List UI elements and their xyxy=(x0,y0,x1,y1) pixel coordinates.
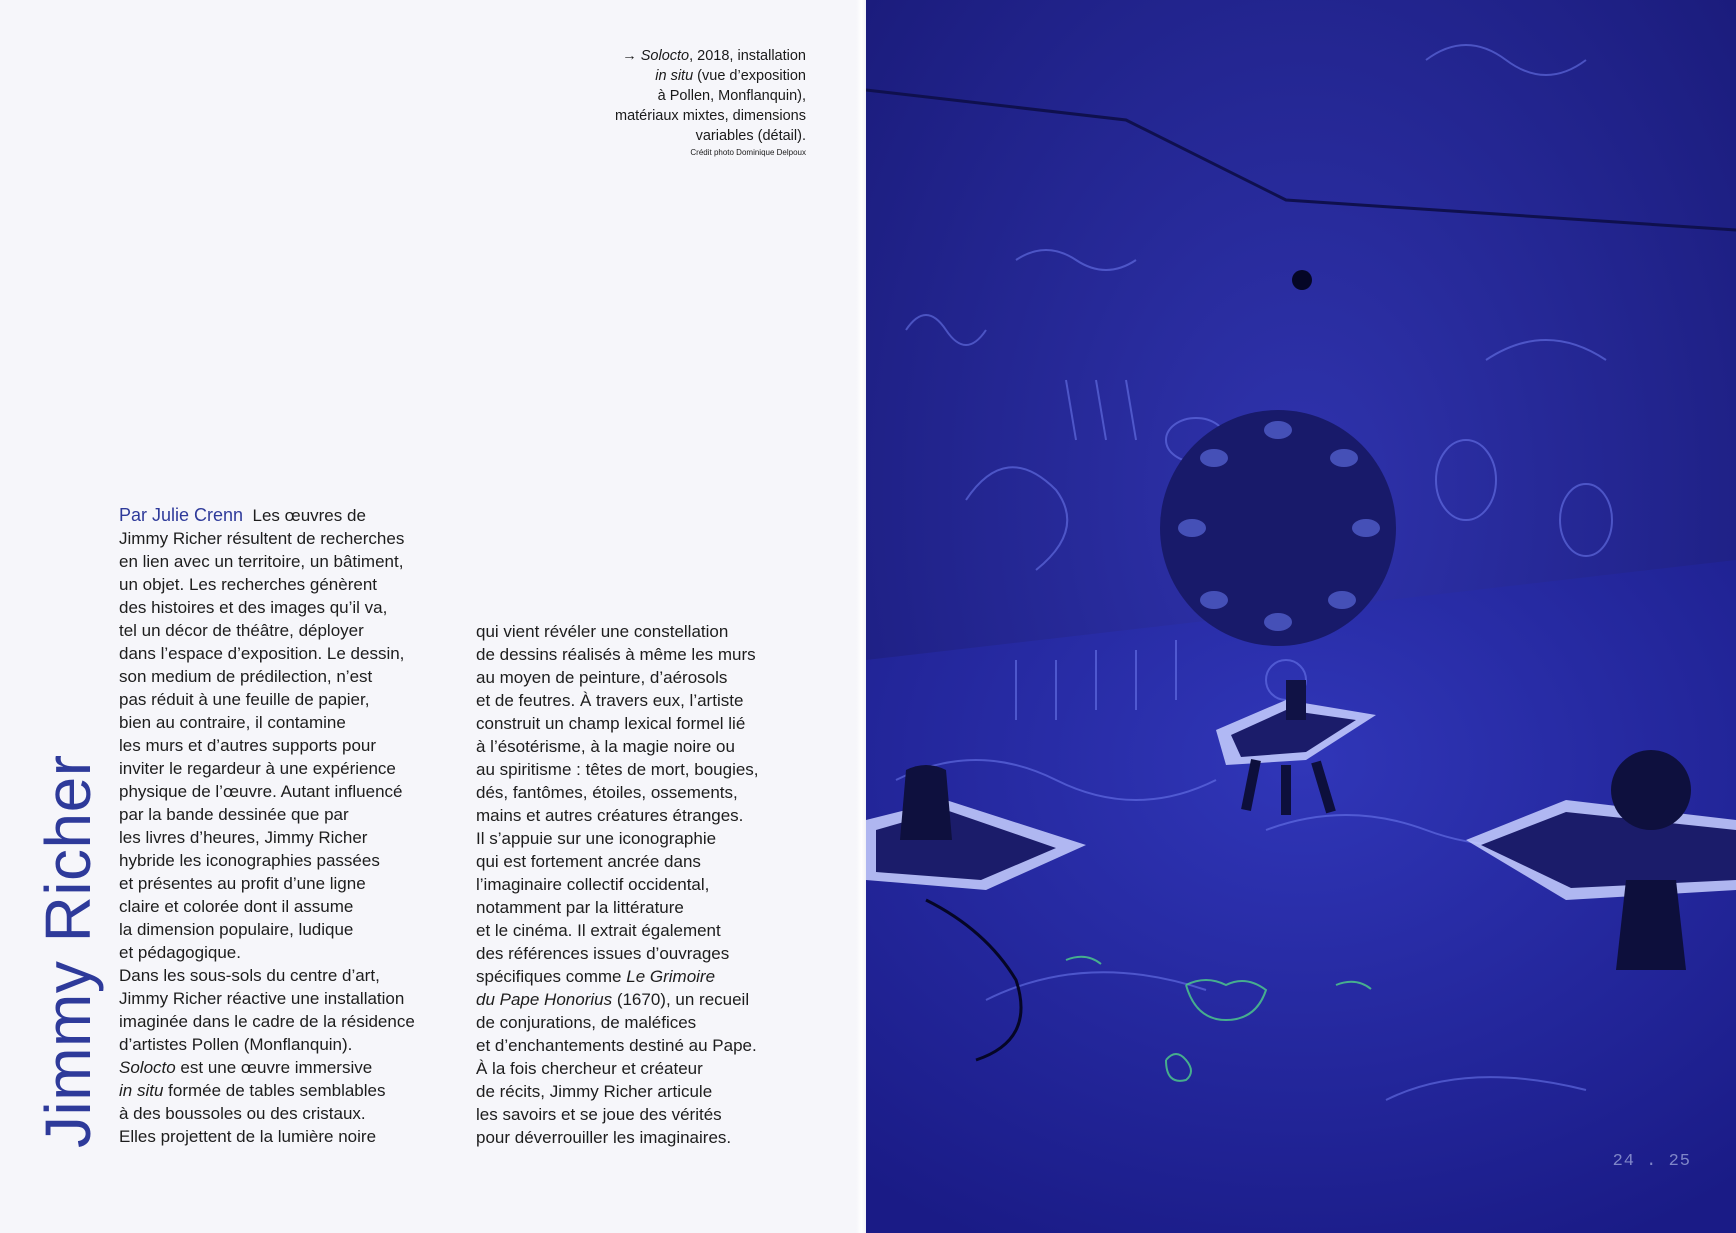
text-line: les livres d’heures, Jimmy Richer xyxy=(119,828,368,847)
caption-arrow: → xyxy=(622,48,637,64)
text-line: Elles projettent de la lumière noire xyxy=(119,1127,377,1146)
text-line: Dans les sous-sols du centre d’art, xyxy=(119,966,380,985)
text-line: la dimension populaire, ludique xyxy=(119,920,354,939)
text-line: bien au contraire, il contamine xyxy=(119,713,346,732)
text-line: par la bande dessinée que par xyxy=(119,805,349,824)
text-line: des références issues d’ouvrages xyxy=(476,944,730,963)
text-line: dés, fantômes, étoiles, ossements, xyxy=(476,783,738,802)
text-line: l’imaginaire collectif occidental, xyxy=(476,875,710,894)
text-line: au spiritisme : têtes de mort, bougies, xyxy=(476,760,759,779)
text-line: et pédagogique. xyxy=(119,943,241,962)
text-line: mains et autres créatures étranges. xyxy=(476,806,744,825)
text-line: Il s’appuie sur une iconographie xyxy=(476,829,717,848)
text-line: et de feutres. À travers eux, l’artiste xyxy=(476,691,744,710)
text-line: de dessins réalisés à même les murs xyxy=(476,645,756,664)
text-line: au moyen de peinture, d’aérosols xyxy=(476,668,728,687)
text-line: et d’enchantements destiné au Pape. xyxy=(476,1036,757,1055)
text-line: notamment par la littérature xyxy=(476,898,684,917)
text-line: qui vient révéler une constellation xyxy=(476,622,729,641)
text-line: en lien avec un territoire, un bâtiment, xyxy=(119,552,404,571)
text-line: hybride les iconographies passées xyxy=(119,851,380,870)
text-line: pour déverrouiller les imaginaires. xyxy=(476,1128,732,1147)
text-line: À la fois chercheur et créateur xyxy=(476,1059,703,1078)
right-page xyxy=(866,0,1736,1233)
photo-caption: → Solocto, 2018, installation in situ (vue d’exposition à Pollen, Monflanquin), matériaux mixtes, dimensions variables (détail). Crédit photo Dominique Delpoux xyxy=(560,46,806,159)
photo-credit: Crédit photo Dominique Delpoux xyxy=(690,148,806,157)
text-line: Jimmy Richer résultent de recherches xyxy=(119,529,405,548)
text-line: d’artistes Pollen (Monflanquin). xyxy=(119,1035,353,1054)
installation-photo xyxy=(866,0,1736,1233)
text-line: de conjurations, de maléfices xyxy=(476,1013,697,1032)
text-line: claire et colorée dont il assume xyxy=(119,897,354,916)
text-column-1: Par Julie Crenn Les œuvres de Jimmy Richer résultent de recherches en lien avec un territoire, un bâtiment, un objet. Les recherches génèrent des histoires et des images qu’il va, tel un décor de théâtre, déployer dans l’espace d’exposition. Le dessin, son medium de prédilection, n’est pas réduit à une feuille de papier, bien au contraire, il contamine les murs et d’autres supports pour inviter le regardeur à une expérience physique de l’œuvre. Autant influencé par la bande dessinée que par les livres d’heures, Jimmy Richer hybride les iconographies passées et présentes au profit d’une ligne claire et colorée dont il assume la dimension populaire, ludique et pédagogique. Dans les sous-sols du centre d’art, Jimmy Richer réactive une installation imaginée dans le cadre de la résidence d’artistes Pollen (Monflanquin). Solocto est une œuvre immersive in situ formée de tables semblables à des boussoles ou des cristaux. Elles projettent de la lumière noire xyxy=(119,504,459,1148)
article-title: Jimmy Richer xyxy=(32,754,104,1148)
text-line: à l’ésotérisme, à la magie noire ou xyxy=(476,737,735,756)
text-line: construit un champ lexical formel lié xyxy=(476,714,746,733)
text-line: inviter le regardeur à une expérience xyxy=(119,759,396,778)
byline: Par Julie Crenn xyxy=(119,505,244,525)
text-line: qui est fortement ancrée dans xyxy=(476,852,701,871)
text-line: Jimmy Richer réactive une installation xyxy=(119,989,405,1008)
text-line: dans l’espace d’exposition. Le dessin, xyxy=(119,644,405,663)
text-line: imaginée dans le cadre de la résidence xyxy=(119,1012,415,1031)
text-line: de récits, Jimmy Richer articule xyxy=(476,1082,713,1101)
text-line: les savoirs et se joue des vérités xyxy=(476,1105,722,1124)
text-line: à des boussoles ou des cristaux. xyxy=(119,1104,366,1123)
text-line: pas réduit à une feuille de papier, xyxy=(119,690,370,709)
text-line: tel un décor de théâtre, déployer xyxy=(119,621,364,640)
text-line: un objet. Les recherches génèrent xyxy=(119,575,378,594)
page-number: 24 . 25 xyxy=(1612,1152,1691,1171)
text-column-2: qui vient révéler une constellation de dessins réalisés à même les murs au moyen de peinture, d’aérosols et de feutres. À travers eux, l’artiste construit un champ lexical formel lié à l’ésotérisme, à la magie noire ou au spiritisme : têtes de mort, bougies, dés, fantômes, étoiles, ossements, mains et autres créatures étranges. Il s’appuie sur une iconographie qui est fortement ancrée dans l’imaginaire collectif occidental, notamment par la littérature et le cinéma. Il extrait également des références issues d’ouvrages spécifiques comme Le Grimoire du Pape Honorius (1670), un recueil de conjurations, de maléfices et d’enchantements destiné au Pape. À la fois chercheur et créateur de récits, Jimmy Richer articule les savoirs et se joue des vérités pour déverrouiller les imaginaires. xyxy=(476,620,816,1149)
text-line: les murs et d’autres supports pour xyxy=(119,736,377,755)
text-line: des histoires et des images qu’il va, xyxy=(119,598,388,617)
text-line: physique de l’œuvre. Autant influencé xyxy=(119,782,403,801)
left-page xyxy=(0,0,862,1233)
text-line: et le cinéma. Il extrait également xyxy=(476,921,721,940)
ceiling-speaker xyxy=(1292,270,1312,290)
text-line: et présentes au profit d’une ligne xyxy=(119,874,366,893)
text-line: son medium de prédilection, n’est xyxy=(119,667,373,686)
caption-work-title: Solocto xyxy=(640,48,690,64)
